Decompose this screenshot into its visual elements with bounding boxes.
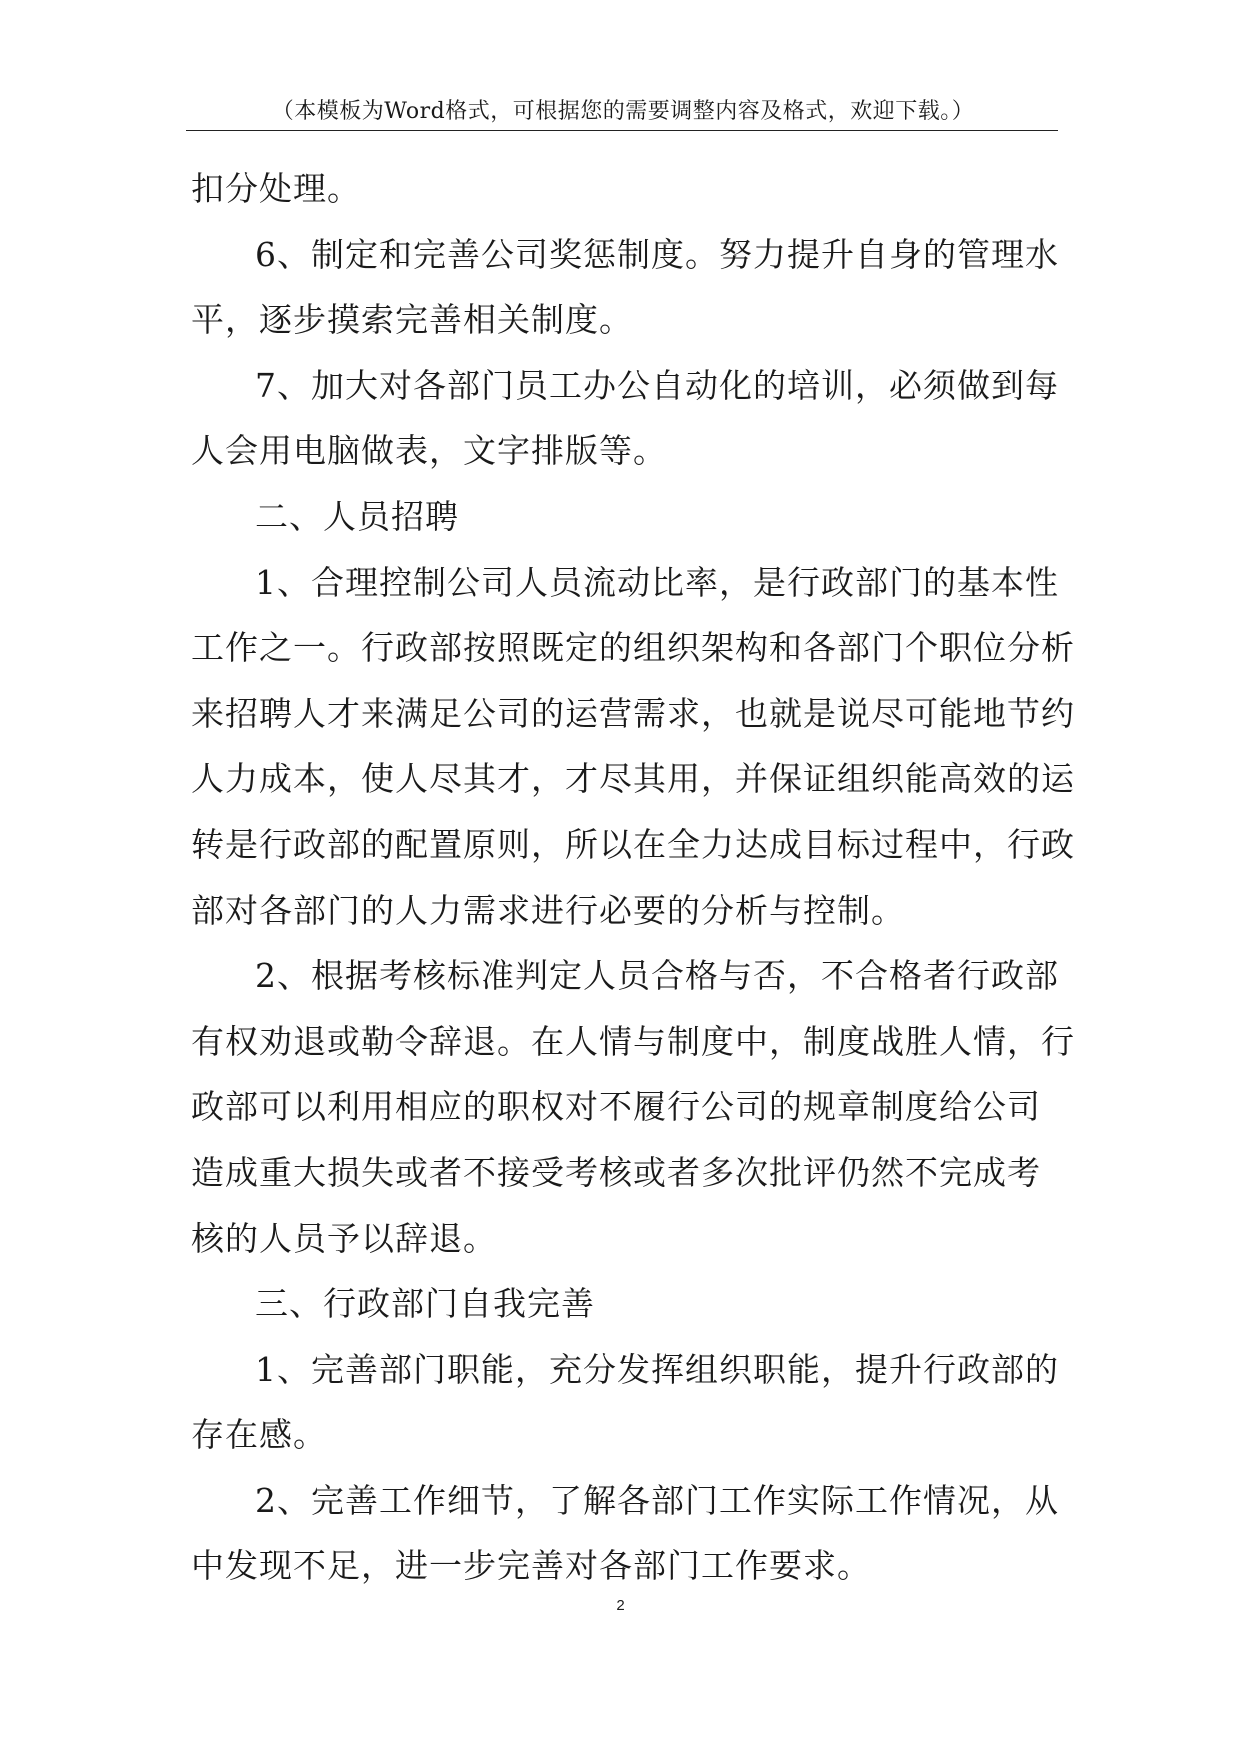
text-line: 2、完善工作细节，了解各部门工作实际工作情况，从 (255, 1480, 1059, 1520)
text-line: 中发现不足，进一步完善对各部门工作要求。 (191, 1546, 871, 1586)
text-line: 有权劝退或勒令辞退。在人情与制度中，制度战胜人情，行 (191, 1021, 1075, 1061)
text-line: 扣分处理。 (191, 169, 361, 208)
text-line: 来招聘人才来满足公司的运营需求，也就是说尽可能地节约 (191, 693, 1075, 733)
text-line: 转是行政部的配置原则，所以在全力达成目标过程中，行政 (191, 824, 1075, 864)
text-line: 6、制定和完善公司奖惩制度。努力提升自身的管理水 (255, 234, 1059, 274)
document-body (191, 156, 1075, 1599)
text-line: 1、完善部门职能，充分发挥组织职能，提升行政部的 (255, 1349, 1059, 1389)
text-line: 人力成本，使人尽其才，才尽其用，并保证组织能高效的运 (191, 759, 1075, 799)
text-line: 工作之一。行政部按照既定的组织架构和各部门个职位分析 (191, 628, 1075, 668)
text-line: 人会用电脑做表，文字排版等。 (191, 431, 667, 471)
text-line: 1、合理控制公司人员流动比率，是行政部门的基本性 (255, 562, 1059, 602)
header-note: （本模板为Word格式，可根据您的需要调整内容及格式，欢迎下载。） (271, 99, 975, 124)
text-line: 存在感。 (191, 1415, 327, 1455)
text-line: 造成重大损失或者不接受考核或者多次批评仍然不完成考 (191, 1152, 1041, 1192)
text-line: 政部可以利用相应的职权对不履行公司的规章制度给公司 (191, 1087, 1041, 1127)
text-line: 2、根据考核标准判定人员合格与否，不合格者行政部 (255, 956, 1059, 996)
text-line: 二、人员招聘 (255, 496, 459, 536)
page-number: 2 (616, 1597, 625, 1614)
text-line: 7、加大对各部门员工办公自动化的培训，必须做到每 (255, 365, 1059, 405)
text-line: 三、行政部门自我完善 (255, 1284, 595, 1324)
text-line: 平，逐步摸索完善相关制度。 (191, 300, 633, 340)
text-line: 核的人员予以辞退。 (191, 1218, 497, 1258)
text-line: 部对各部门的人力需求进行必要的分析与控制。 (191, 890, 905, 930)
header-divider (186, 130, 1058, 131)
